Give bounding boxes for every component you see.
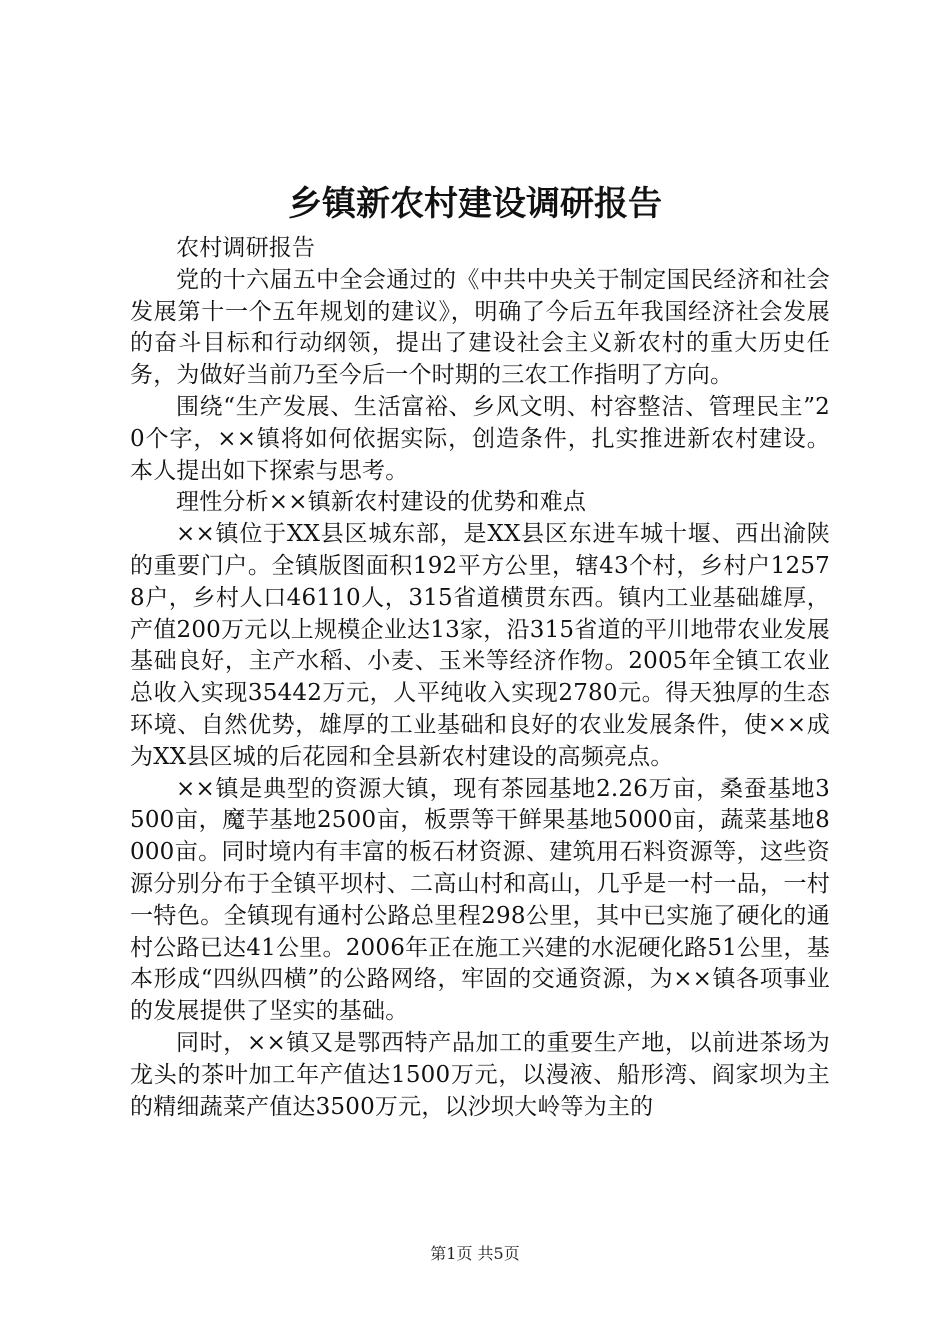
paragraph: ××镇位于XX县区城东部，是XX县区东进车城十堰、西出渝陕的重要门户。全镇版图面积192平方公里，辖43个村，乡村户12578户，乡村人口46110人，315省道横贯东西。镇内工业基础雄厚，产值200万元以上规模企业达13家，沿315省道的平川地带农业发展基础良好，主产水稻、小麦、玉米等经济作物。2005年全镇工农业总收入实现35442万元，人平纯收入实现2780元。得天独厚的生态环境、自然优势，雄厚的工业基础和良好的农业发展条件，使××成为XX县区城的后花园和全县新农村建设的高频亮点。 — [130, 521, 830, 770]
paragraph: ××镇是典型的资源大镇，现有茶园基地2.26万亩，桑蚕基地3500亩，魔芋基地2500亩，板票等干鲜果基地5000亩，蔬菜基地8000亩。同时境内有丰富的板石材资源、建筑用石料资源等，这些资源分别分布于全镇平坝村、二高山村和高山，几乎是一村一品，一村一特色。全镇现有通村公路总里程298公里，其中已实施了硬化的通村公路已达41公里。2006年正在施工兴建的水泥硬化路51公里，基本形成“四纵四横”的公路网络，牢固的交通资源，为××镇各项事业的发展提供了坚实的基础。 — [130, 775, 830, 1025]
document-body — [130, 233, 830, 1123]
paragraph: 同时，××镇又是鄂西特产品加工的重要生产地，以前进茶场为龙头的茶叶加工年产值达1500万元，以漫液、船形湾、阎家坝为主的精细蔬菜产值达3500万元，以沙坝大岭等为主的 — [130, 1029, 830, 1120]
paragraph: 党的十六届五中全会通过的《中共中央关于制定国民经济和社会发展第十一个五年规划的建议》，明确了今后五年我国经济社会发展的奋斗目标和行动纲领，提出了建设社会主义新农村的重大历史任务，为做好当前乃至今后一个时期的三农工作指明了方向。 — [130, 266, 830, 389]
page-number-footer: 第1页 共5页 — [430, 1244, 520, 1263]
section-heading: 理性分析××镇新农村建设的优势和难点 — [176, 489, 587, 516]
document-title: 乡镇新农村建设调研报告 — [288, 184, 662, 224]
paragraph: 围绕“生产发展、生活富裕、乡风文明、村容整洁、管理民主”20个字，××镇将如何依据实际，创造条件，扎实推进新农村建设。本人提出如下探索与思考。 — [130, 393, 830, 484]
paragraph-subtitle: 农村调研报告 — [176, 235, 316, 261]
